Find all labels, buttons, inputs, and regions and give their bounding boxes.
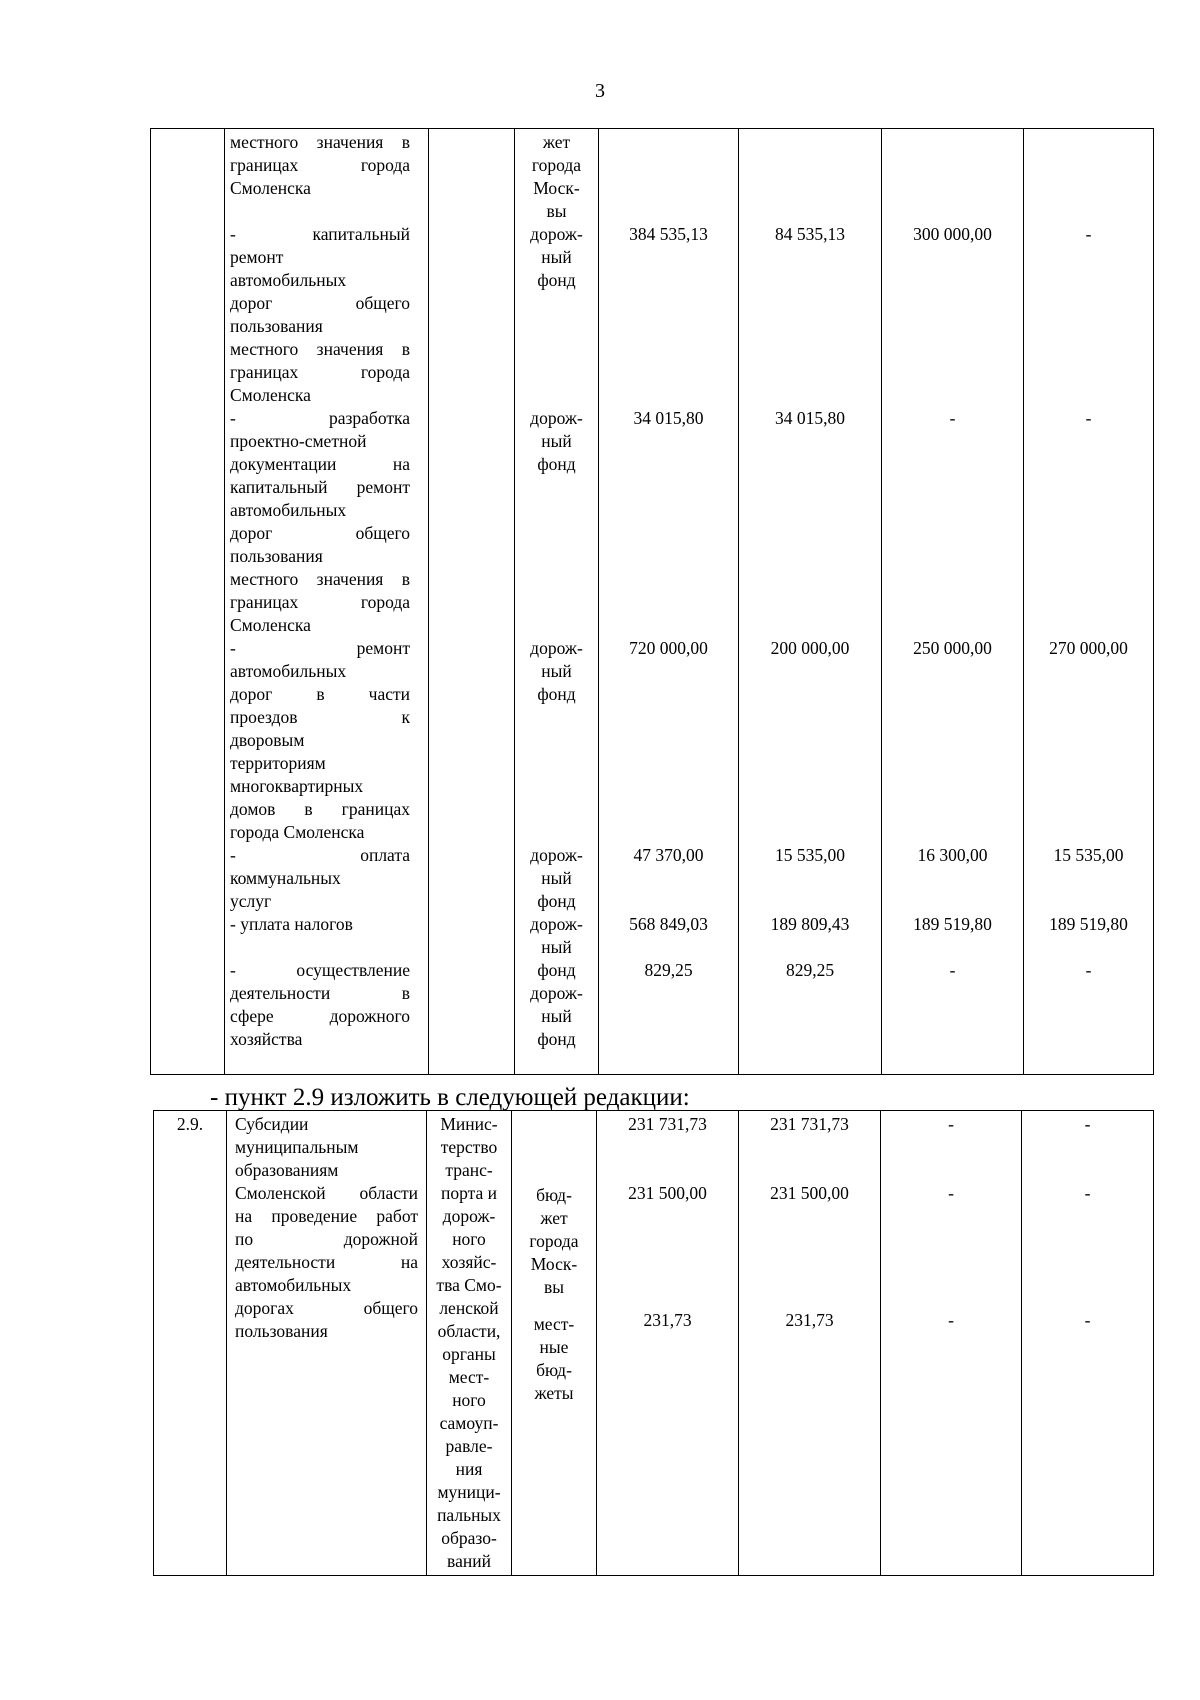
text-line: границах города [230,362,410,382]
row-description [230,844,410,913]
value-cell: 568 849,03 [629,914,708,934]
text-line: фонд [537,960,576,980]
text-line: пользования [235,1321,328,1341]
value-cell: - [1085,960,1092,980]
value-cell: - [949,408,956,428]
text-line: ный [541,431,572,451]
text-line: муниципальным [235,1137,359,1157]
row-funding-source [515,913,598,982]
row-funding-source [515,131,598,223]
value-cell: 231 500,00 [770,1183,849,1203]
text-line: автомобильных [235,1275,352,1295]
text-line: сфере дорожного [230,1006,410,1026]
value-cell: 231 500,00 [628,1183,707,1203]
item-funding-source [512,1111,596,1182]
text-line: мест- [533,1314,575,1334]
value-cell: 16 300,00 [917,845,988,865]
text-line: органы [442,1344,496,1364]
description-cell [225,129,429,1075]
item-total-column [597,1111,739,1576]
value-cell: 384 535,13 [629,224,708,244]
text-line: - ремонт [230,638,410,658]
text-line: дорож- [530,224,583,244]
text-line: на проведение работ [235,1206,418,1226]
text-line: дорогах общего [235,1298,418,1318]
value-cell: - [1084,1310,1091,1330]
text-line: дорож- [530,914,583,934]
text-line: фонд [537,270,576,290]
value-cell: 15 535,00 [775,845,845,865]
item-executor-cell [427,1111,512,1576]
text-line: - уплата налогов [230,914,353,934]
text-line: дорог в части [230,684,410,704]
item-2-9-table [153,1110,1154,1576]
text-line: ния [455,1459,483,1479]
text-line: многоквартирных [230,776,364,796]
year1-column [739,129,882,1075]
value-cell: - [948,1183,954,1203]
value-cell: 300 000,00 [913,224,992,244]
text-line: - разработка [230,408,410,428]
value-cell: 231,73 [643,1310,692,1330]
value-cell: 231 731,73 [770,1114,849,1134]
text-line: автомобильных [230,500,347,520]
text-line: границах города [230,592,410,612]
item-year3-column [1022,1111,1154,1576]
text-line: города [529,1231,579,1251]
text-line: домов в границах [230,799,410,819]
text-line: дорож- [442,1206,496,1226]
value-cell [739,129,881,221]
value-cell [1024,129,1153,221]
text-line: жеты [534,1383,574,1403]
text-line: по дорожной [235,1229,418,1249]
item-number-cell [154,1111,227,1576]
text-line: проездов к [230,707,410,727]
value-cell: - [1084,1183,1091,1203]
value-cell [882,129,1023,221]
value-cell: - [948,1310,954,1330]
item-funding-source [512,1182,596,1311]
text-line: вы [546,201,567,221]
value-cell: 231,73 [785,1310,834,1330]
text-line: ные [539,1337,569,1357]
text-line: Смоленска [230,178,311,198]
row-description [230,637,410,844]
page-number: 3 [595,80,605,102]
text-line: ный [541,937,572,957]
text-line: фонд [537,891,576,911]
source-cell [515,129,599,1075]
text-line: Моск- [533,178,580,198]
item-number: 2.9. [176,1114,204,1134]
value-cell: - [1085,408,1092,428]
text-line: мест- [448,1367,490,1387]
text-line: ленской [439,1298,499,1318]
total-column [599,129,739,1075]
text-line: дорог общего [230,293,410,313]
text-line: пользования [230,546,323,566]
text-line: дорож- [530,983,583,1003]
item-description-cell [227,1111,427,1576]
text-line: ный [541,661,572,681]
text-line: проектно-сметной [230,431,367,451]
text-line: области, [437,1321,501,1341]
text-line: бюд- [536,1185,572,1205]
value-cell: - [1085,224,1092,244]
text-line: местного значения в [230,569,410,589]
value-cell: - [949,960,956,980]
text-line: фонд [537,684,576,704]
text-line: автомобильных [230,661,347,681]
value-cell: 250 000,00 [913,638,992,658]
text-line: тва Смо- [436,1275,502,1295]
text-line: ного [452,1229,486,1249]
value-cell: - [1084,1114,1091,1134]
text-line: терство [440,1137,498,1157]
text-line: дорог общего [230,523,410,543]
value-cell: 47 370,00 [633,845,704,865]
row-description [230,131,410,223]
text-line: жет [540,1208,568,1228]
text-line: пользования [230,316,323,336]
text-line: - оплата [230,845,410,865]
text-line: услуг [230,891,272,911]
text-line: фонд [537,454,576,474]
value-cell: 189 519,80 [913,914,992,934]
text-line: жет [542,132,571,152]
number-cell [151,129,225,1075]
text-line: транс- [445,1160,493,1180]
text-line: бюд- [536,1360,572,1380]
value-cell: 189 809,43 [770,914,850,934]
text-line: хозяйс- [441,1252,497,1272]
text-line: территориям [230,753,326,773]
row-funding-source [515,982,598,1074]
row-funding-source [515,844,598,913]
row-funding-source [515,223,598,407]
text-line: ваний [447,1551,491,1571]
item-year1-column [739,1111,881,1576]
value-cell: 34 015,80 [633,408,704,428]
value-cell: 200 000,00 [770,638,850,658]
year3-column [1024,129,1154,1075]
text-line: Субсидии [235,1114,309,1134]
text-line: города Смоленска [230,822,365,842]
text-line: местного значения в [230,339,410,359]
text-line: Моск- [530,1254,578,1274]
text-line: ный [541,247,572,267]
text-line: ремонт [230,247,284,267]
text-line: Смоленска [230,385,311,405]
text-line: капитальный ремонт [230,477,410,497]
value-cell: 270 000,00 [1049,638,1128,658]
value-cell: 84 535,13 [775,224,845,244]
item-funding-source [512,1311,596,1553]
text-line: - осуществление [230,960,410,980]
value-cell: 15 535,00 [1053,845,1124,865]
text-line: ный [541,1006,572,1026]
text-line: Минис- [440,1114,498,1134]
row-funding-source [515,637,598,844]
text-line: равле- [445,1436,493,1456]
item-description [235,1113,418,1343]
text-line: дворовым [230,730,305,750]
text-line: Смоленской области [235,1183,418,1203]
text-line: образо- [441,1528,497,1548]
text-line: деятельности в [230,983,410,1003]
text-line: порта и [440,1183,497,1203]
program-table-continued [150,128,1154,1075]
row-description [230,959,410,1051]
item-executor [427,1113,511,1573]
text-line: хозяйства [230,1029,303,1049]
amendment-text: - пункт 2.9 изложить в следующей редакции: [210,1084,690,1111]
item-source-cell [512,1111,597,1576]
text-line: коммунальных [230,868,341,888]
value-cell [599,129,738,221]
value-cell: 720 000,00 [629,638,708,658]
text-line: вы [543,1277,565,1297]
text-line: дорож- [530,638,583,658]
text-line: автомобильных [230,270,347,290]
value-cell: 231 731,73 [628,1114,707,1134]
value-cell: - [948,1114,954,1134]
row-funding-source [515,407,598,637]
text-line: местного значения в [230,132,410,152]
item-year2-column [881,1111,1022,1576]
text-line: образованиям [235,1160,339,1180]
value-cell: 829,25 [644,960,693,980]
text-line: дорож- [530,845,583,865]
text-line: пальных [437,1505,501,1525]
text-line: муници- [437,1482,501,1502]
row-description [230,223,410,407]
text-line: ного [452,1390,486,1410]
row-description [230,913,410,959]
text-line: самоуп- [439,1413,499,1433]
text-line: границах города [230,155,410,175]
row-description [230,407,410,637]
executor-cell [429,129,515,1075]
text-line: Смоленска [230,615,311,635]
value-cell: 829,25 [785,960,835,980]
text-line: ный [541,868,572,888]
text-line: города [531,155,582,175]
value-cell: 189 519,80 [1049,914,1128,934]
text-line: дорож- [530,408,583,428]
text-line: деятельности на [235,1252,418,1272]
text-line: фонд [537,1029,576,1049]
text-line: - капитальный [230,224,410,244]
text-line: документации на [230,454,410,474]
year2-column [882,129,1024,1075]
value-cell: 34 015,80 [775,408,845,428]
